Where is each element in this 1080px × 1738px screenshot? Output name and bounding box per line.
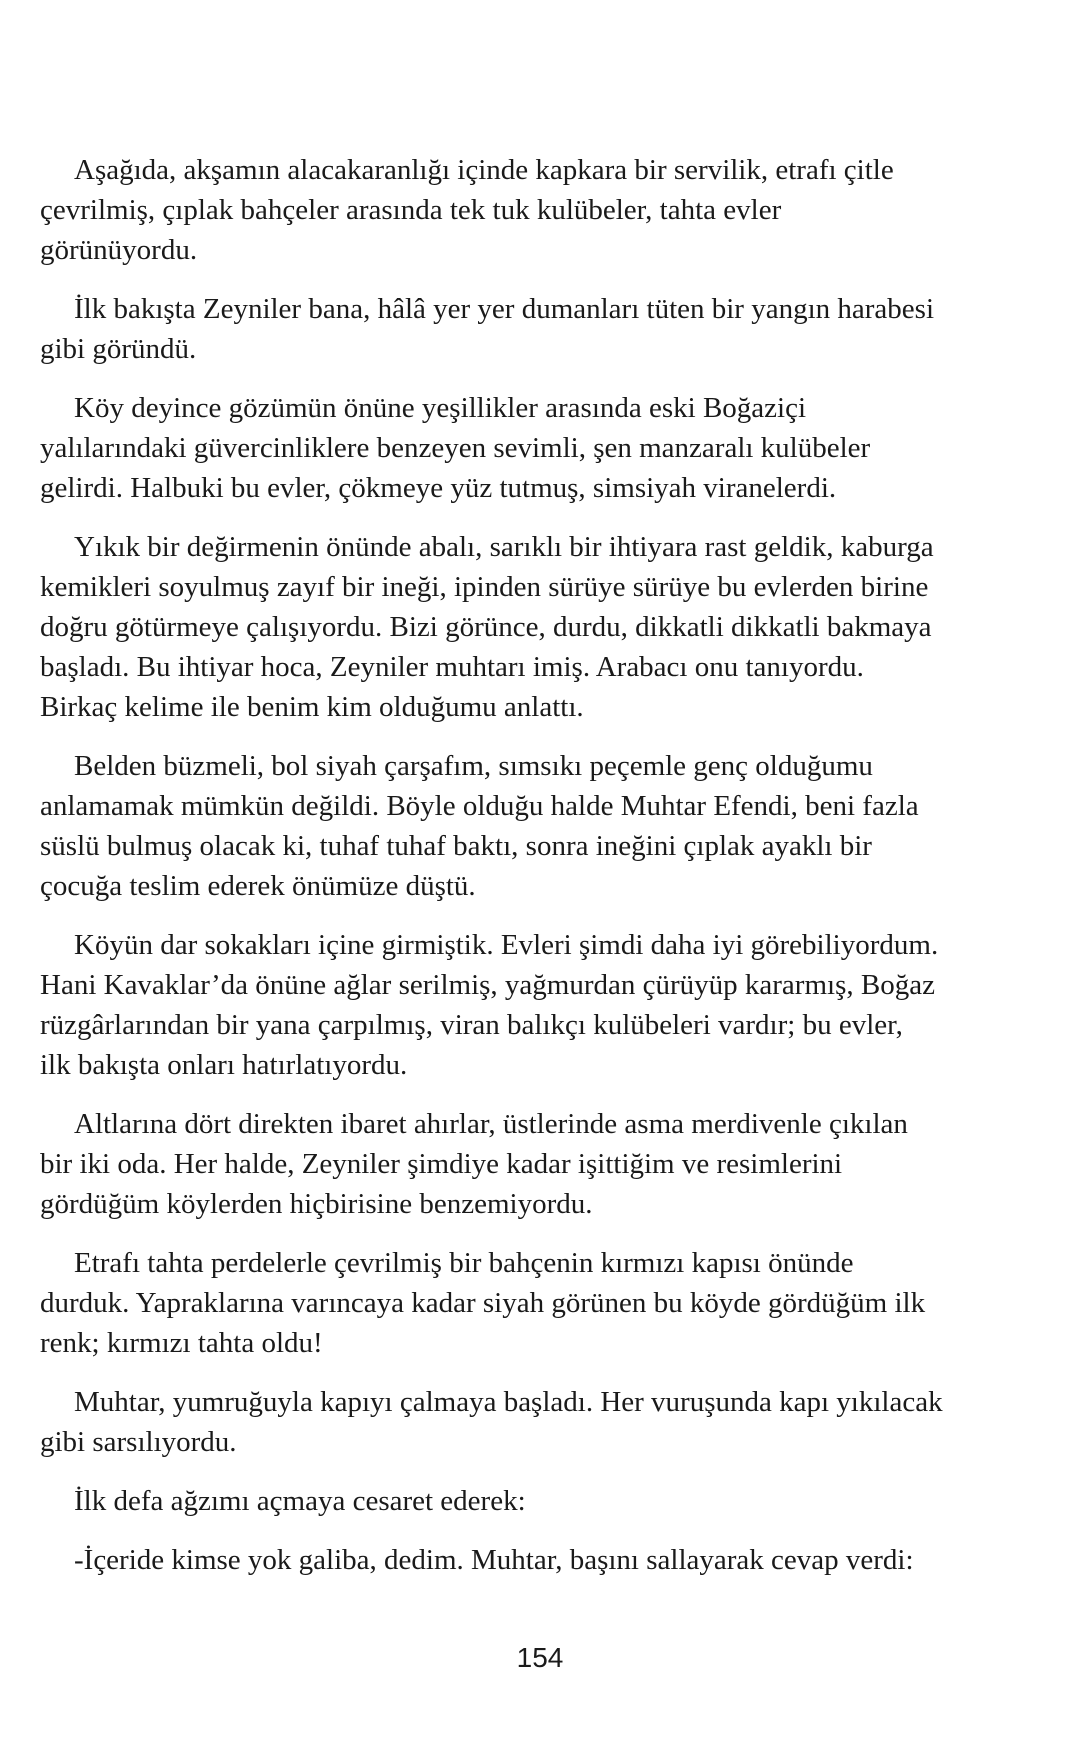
paragraph: Yıkık bir değirmenin önünde abalı, sarıklı bir ihtiyara rast geldik, kaburga kemikleri soyulmuş zayıf bir ineği, ipinden sürüye sürüye bu evlerden birine doğru götürmeye çalışıyordu. Bizi görünce, durdu, dikkatli dikkatli bakmaya başladı. Bu ihtiyar hoca, Zeyniler muhtarı imiş. Arabacı onu tanıyordu. Birkaç kelime ile benim kim olduğumu anlattı. bbox=[40, 531, 934, 723]
paragraph: Köy deyince gözümün önüne yeşillikler arasında eski Boğaziçi yalılarındaki güvercinliklere benzeyen sevimli, şen manzaralı kulübeler gelirdi. Halbuki bu evler, çökmeye yüz tutmuş, simsiyah viranelerdi. bbox=[40, 392, 871, 504]
paragraph: Belden büzmeli, bol siyah çarşafım, sımsıkı peçemle genç olduğumu anlamamak mümkün değildi. Böyle olduğu halde Muhtar Efendi, beni fazla süslü bulmuş olacak ki, tuhaf tuhaf baktı, sonra ineğini çıplak ayaklı bir çocuğa teslim ederek önümüze düştü. bbox=[40, 750, 919, 902]
paragraph: Muhtar, yumruğuyla kapıyı çalmaya başladı. Her vuruşunda kapı yıkılacak gibi sarsılıyordu. bbox=[40, 1386, 943, 1458]
page-number: 154 bbox=[516, 1642, 564, 1673]
paragraph: Aşağıda, akşamın alacakaranlığı içinde kapkara bir servilik, etrafı çitle çevrilmiş, çıplak bahçeler arasında tek tuk kulübeler, tahta evler görünüyordu. bbox=[40, 154, 894, 266]
paragraph: -İçeride kimse yok galiba, dedim. Muhtar, başını sallayarak cevap verdi: bbox=[74, 1544, 914, 1576]
paragraph: Köyün dar sokakları içine girmiştik. Evleri şimdi daha iyi görebiliyordum. Hani Kavaklar’da önüne ağlar serilmiş, yağmurdan çürüyüp kararmış, Boğaz rüzgârlarından bir yana çarpılmış, viran balıkçı kulübeleri vardır; bu evler, ilk bakışta onları hatırlatıyordu. bbox=[40, 929, 939, 1081]
paragraph: Altlarına dört direkten ibaret ahırlar, üstlerinde asma merdivenle çıkılan bir iki oda. Her halde, Zeyniler şimdiye kadar işittiğim ve resimlerini gördüğüm köylerden hiçbirisine benzemiyordu. bbox=[40, 1108, 908, 1220]
paragraph: Etrafı tahta perdelerle çevrilmiş bir bahçenin kırmızı kapısı önünde durduk. Yapraklarına varıncaya kadar siyah görünen bu köyde gördüğüm ilk renk; kırmızı tahta oldu! bbox=[40, 1247, 926, 1359]
body-text bbox=[40, 150, 1040, 1580]
paragraph: İlk bakışta Zeyniler bana, hâlâ yer yer dumanları tüten bir yangın harabesi gibi göründü. bbox=[40, 293, 935, 365]
paragraph: İlk defa ağzımı açmaya cesaret ederek: bbox=[74, 1485, 526, 1517]
